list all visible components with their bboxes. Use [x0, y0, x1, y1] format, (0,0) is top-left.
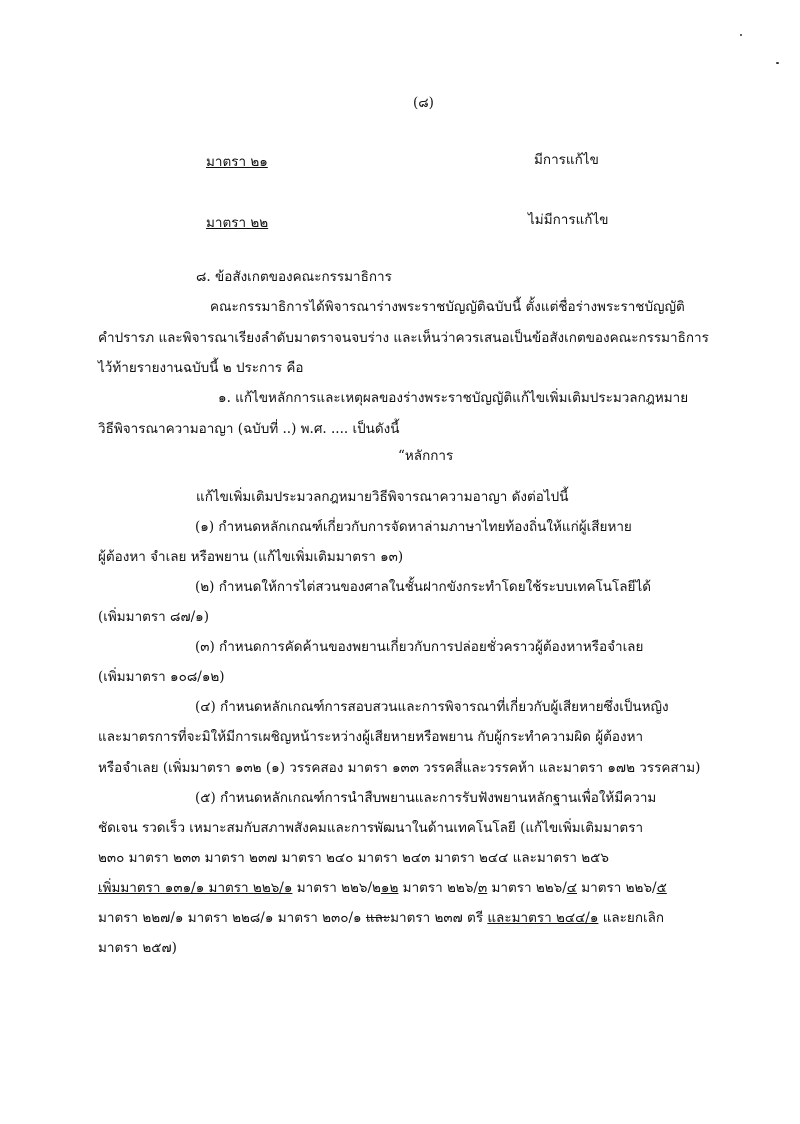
section-21-label: มาตรา ๒๑: [206, 154, 268, 170]
section-ref-text: มาตรา ๒๒๖/๒: [292, 880, 381, 896]
page-number: (๘): [413, 95, 434, 111]
intro-line-3: ไว้ท้ายรายงานฉบับนี้ ๒ ประการ คือ: [98, 360, 304, 376]
section-ref-text: มาตรา ๒๒๖/: [576, 880, 657, 896]
section-22-status: ไม่มีการแก้ไข: [528, 212, 609, 228]
point-3-line-2: (เพิ่มมาตรา ๑๐๘/๑๒): [98, 669, 225, 685]
section-ref-text: มาตรา ๒๒๖/: [487, 880, 567, 896]
underlined-section-ref: และมาตรา ๒๔๔/๑: [487, 910, 599, 926]
marked-edit: ๕: [656, 880, 667, 896]
underlined-section-ref: เพิ่มมาตรา ๑๓๑/๑ มาตรา ๒๒๖/๑: [98, 880, 293, 896]
scan-speck-right: [776, 62, 779, 64]
point-4-line-3: หรือจำเลย (เพิ่มมาตรา ๑๓๒ (๑) วรรคสอง มาตรา ๑๓๓ วรรคสี่และวรรคห้า และมาตรา ๑๗๒ วรรคสาม): [98, 760, 701, 776]
marked-edit: ๓: [477, 880, 488, 896]
section-22-label: มาตรา ๒๒: [206, 215, 269, 231]
section-ref-text: มาตรา ๒๒๗/๑ มาตรา ๒๒๘/๑ มาตรา ๒๓๐/๑: [98, 910, 366, 926]
point-5-line-2: ชัดเจน รวดเร็ว เหมาะสมกับสภาพสังคมและการพัฒนาในด้านเทคโนโลยี (แก้ไขเพิ่มเติมมาตรา: [98, 820, 644, 836]
point-1-line-2: ผู้ต้องหา จำเลย หรือพยาน (แก้ไขเพิ่มเติมมาตรา ๑๓): [98, 549, 404, 565]
intro-line-2: คำปรารภ และพิจารณาเรียงลำดับมาตราจนจบร่าง และเห็นว่าควรเสนอเป็นข้อสังเกตของคณะกรรมาธิการ: [98, 330, 709, 346]
point-4-line-1: (๔) กำหนดหลักเกณฑ์การสอบสวนและการพิจารณาที่เกี่ยวกับผู้เสียหายซึ่งเป็นหญิง: [195, 699, 669, 715]
struck-word: และ: [365, 910, 391, 926]
item1-line-1: ๑. แก้ไขหลักการและเหตุผลของร่างพระราชบัญญัติแก้ไขเพิ่มเติมประมวลกฎหมาย: [218, 390, 689, 406]
section-ref-text: มาตรา ๒๓๗ ตรี: [390, 910, 488, 926]
point-5-line-3: ๒๓๐ มาตรา ๒๓๓ มาตรา ๒๓๗ มาตรา ๒๔๐ มาตรา ๒๔๓ มาตรา ๒๔๔ และมาตรา ๒๕๖: [98, 850, 609, 866]
scan-speck-top: [740, 34, 742, 36]
point-5-line-4: [98, 879, 667, 897]
observations-heading: ๘. ข้อสังเกตของคณะกรรมาธิการ: [196, 269, 392, 285]
point-5-line-5: [98, 909, 664, 927]
principle-title: “หลักการ: [398, 448, 454, 464]
section-ref-text: มาตรา ๒๒๖/: [398, 880, 478, 896]
point-4-line-2: และมาตรการที่จะมิให้มีการเผชิญหน้าระหว่างผู้เสียหายหรือพยาน กับผู้กระทำความผิด ผู้ต้องหา: [98, 729, 644, 745]
point-2-line-1: (๒) กำหนดให้การไต่สวนของศาลในชั้นฝากขังกระทำโดยใช้ระบบเทคโนโลยีได้: [195, 579, 652, 595]
section-ref-text: และยกเลิก: [598, 910, 665, 926]
point-2-line-2: (เพิ่มมาตรา ๘๗/๑): [98, 609, 209, 625]
marked-edit: ๔: [566, 880, 577, 896]
item1-line-2: วิธีพิจารณาความอาญา (ฉบับที่ ..) พ.ศ. .... เป็นดังนี้: [98, 421, 400, 437]
principle-intro: แก้ไขเพิ่มเติมประมวลกฎหมายวิธีพิจารณาความอาญา ดังต่อไปนี้: [196, 489, 569, 505]
marked-edit: ๑๒: [380, 880, 399, 896]
point-3-line-1: (๓) กำหนดการคัดค้านของพยานเกี่ยวกับการปล่อยชั่วคราวผู้ต้องหาหรือจำเลย: [195, 639, 644, 655]
intro-line-1: คณะกรรมาธิการได้พิจารณาร่างพระราชบัญญัติฉบับนี้ ตั้งแต่ชื่อร่างพระราชบัญญัติ: [210, 299, 685, 315]
point-1-line-1: (๑) กำหนดหลักเกณฑ์เกี่ยวกับการจัดหาล่ามภาษาไทยท้องถิ่นให้แก่ผู้เสียหาย: [195, 519, 632, 535]
point-5-line-6: มาตรา ๒๕๗): [98, 940, 177, 956]
point-5-line-1: (๕) กำหนดหลักเกณฑ์การนำสืบพยานและการรับฟังพยานหลักฐานเพื่อให้มีความ: [195, 790, 657, 806]
section-21-status: มีการแก้ไข: [534, 152, 599, 168]
